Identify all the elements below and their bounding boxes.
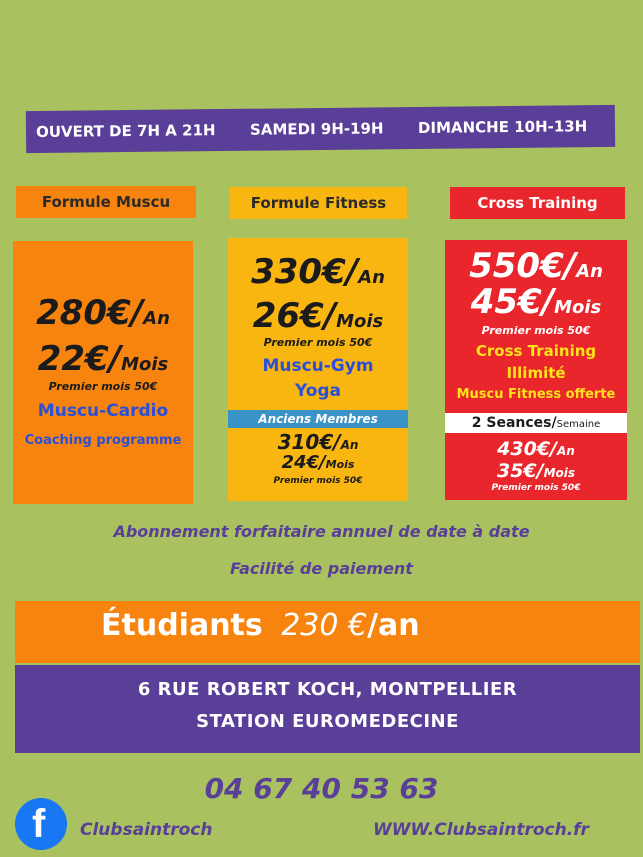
fitness-feature-gym: Muscu-Gym [262,356,374,376]
students-label: Étudiants [101,608,263,643]
website-link[interactable]: WWW.Clubsaintroch.fr [373,820,589,840]
cross-alt-month-price: 35€/Mois [496,460,576,482]
cross-alt-first-month: Premier mois 50€ [491,483,581,493]
cross-first-month: Premier mois 50€ [481,324,591,337]
payment-facility-info: Facilité de paiement [230,559,413,578]
fitness-label: Formule Fitness [230,187,407,219]
students-offer [101,608,420,643]
facebook-icon[interactable]: f [15,798,67,850]
hours-saturday: SAMEDI 9H-19H [249,119,384,139]
phone-number[interactable]: 04 67 40 53 63 [204,772,439,805]
former-first-month: Premier mois 50€ [273,476,363,486]
former-year-price: 310€/An [277,430,359,454]
address-banner [15,665,640,753]
address-street: 6 RUE ROBERT KOCH, MONTPELLIER [137,679,518,700]
address-station: STATION EUROMEDECINE [196,711,459,732]
cross-feature-unlimited: Illimité [506,364,566,382]
students-price: 230 € [281,608,368,643]
fitness-year-price: 330€/An [251,252,385,292]
muscu-label: Formule Muscu [16,186,196,218]
cross-training-label: Cross Training [450,187,625,219]
muscu-year-price: 280€/An [36,293,170,333]
muscu-month-price: 22€/Mois [37,339,169,379]
students-banner [15,601,640,663]
cross-sessions-badge: 2 Seances/Semaine [445,413,627,433]
annual-subscription-info: Abonnement forfaitaire annuel de date à date [113,522,530,541]
students-unit: /an [367,608,420,643]
cross-alt-year-price: 430€/An [497,438,575,460]
hours-weekdays: OUVERT DE 7H A 21H [35,121,216,141]
hours-sunday: DIMANCHE 10H-13H [417,117,588,137]
former-month-price: 24€/Mois [281,452,355,473]
facebook-handle[interactable]: Clubsaintroch [80,820,213,840]
former-members-badge: Anciens Membres [228,410,408,428]
muscu-card [13,241,193,504]
cross-year-price: 550€/An [469,246,603,286]
cross-feature-offered: Muscu Fitness offerte [456,387,616,402]
fitness-card [228,238,408,501]
fitness-feature-yoga: Yoga [294,381,342,401]
cross-month-price: 45€/Mois [470,282,602,322]
fitness-first-month: Premier mois 50€ [263,336,373,349]
muscu-feature-cardio: Muscu-Cardio [37,401,169,421]
fitness-month-price: 26€/Mois [252,296,384,336]
cross-feature-training: Cross Training [475,342,597,360]
muscu-feature-coaching: Coaching programme [24,433,182,448]
cross-training-card [445,240,627,500]
opening-hours-banner [26,105,615,153]
muscu-first-month: Premier mois 50€ [48,380,158,393]
